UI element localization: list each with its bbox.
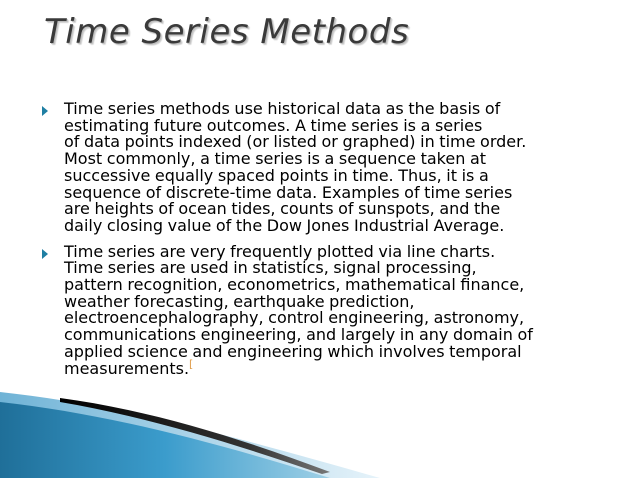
bullet-list [40, 101, 620, 386]
bullet-line: weather forecasting, earthquake prediction, [64, 291, 415, 311]
bullet-line: communications engineering, and largely in any domain of [64, 325, 533, 345]
bullet-line: Time series are very frequently plotted via line charts. [64, 241, 496, 261]
bullet-line: successive equally spaced points in time. Thus, it is a [64, 165, 489, 185]
bullet-item [40, 241, 620, 378]
bullet-line: sequence of discrete-time data. Examples of time series [64, 182, 513, 202]
bullet-line: Most commonly, a time series is a sequence taken at [64, 149, 487, 169]
swoosh-blue-band [0, 402, 330, 478]
bullet-line: are heights of ocean tides, counts of sunspots, and the [64, 199, 501, 219]
bullet-line: of data points indexed (or listed or graphed) in time order. [64, 132, 527, 152]
bullet-line [64, 357, 620, 378]
triangle-right-icon [42, 249, 48, 259]
bullet-line: Time series methods use historical data as the basis of [64, 99, 501, 118]
bullet-line-text: measurements. [64, 358, 190, 378]
bullet-line: pattern recognition, econometrics, mathematical finance, [64, 275, 525, 295]
citation-link[interactable]: [ [189, 357, 194, 371]
bullet-text [64, 241, 620, 378]
bullet-line: daily closing value of the Dow Jones Industrial Average. [64, 215, 505, 235]
bullet-line: electroencephalography, control engineering, astronomy, [64, 308, 525, 328]
slide-title: Time Series Methods [44, 12, 410, 52]
swoosh-dark-line [60, 398, 330, 474]
triangle-right-icon [42, 106, 48, 116]
bullet-line: Time series are used in statistics, signal processing, [64, 258, 477, 278]
swoosh-light-band [0, 392, 380, 478]
bullet-item [40, 101, 620, 235]
bullet-text [64, 101, 620, 235]
bullet-line: estimating future outcomes. A time series is a series [64, 115, 483, 135]
bullet-line: applied science and engineering which involves temporal [64, 341, 522, 361]
